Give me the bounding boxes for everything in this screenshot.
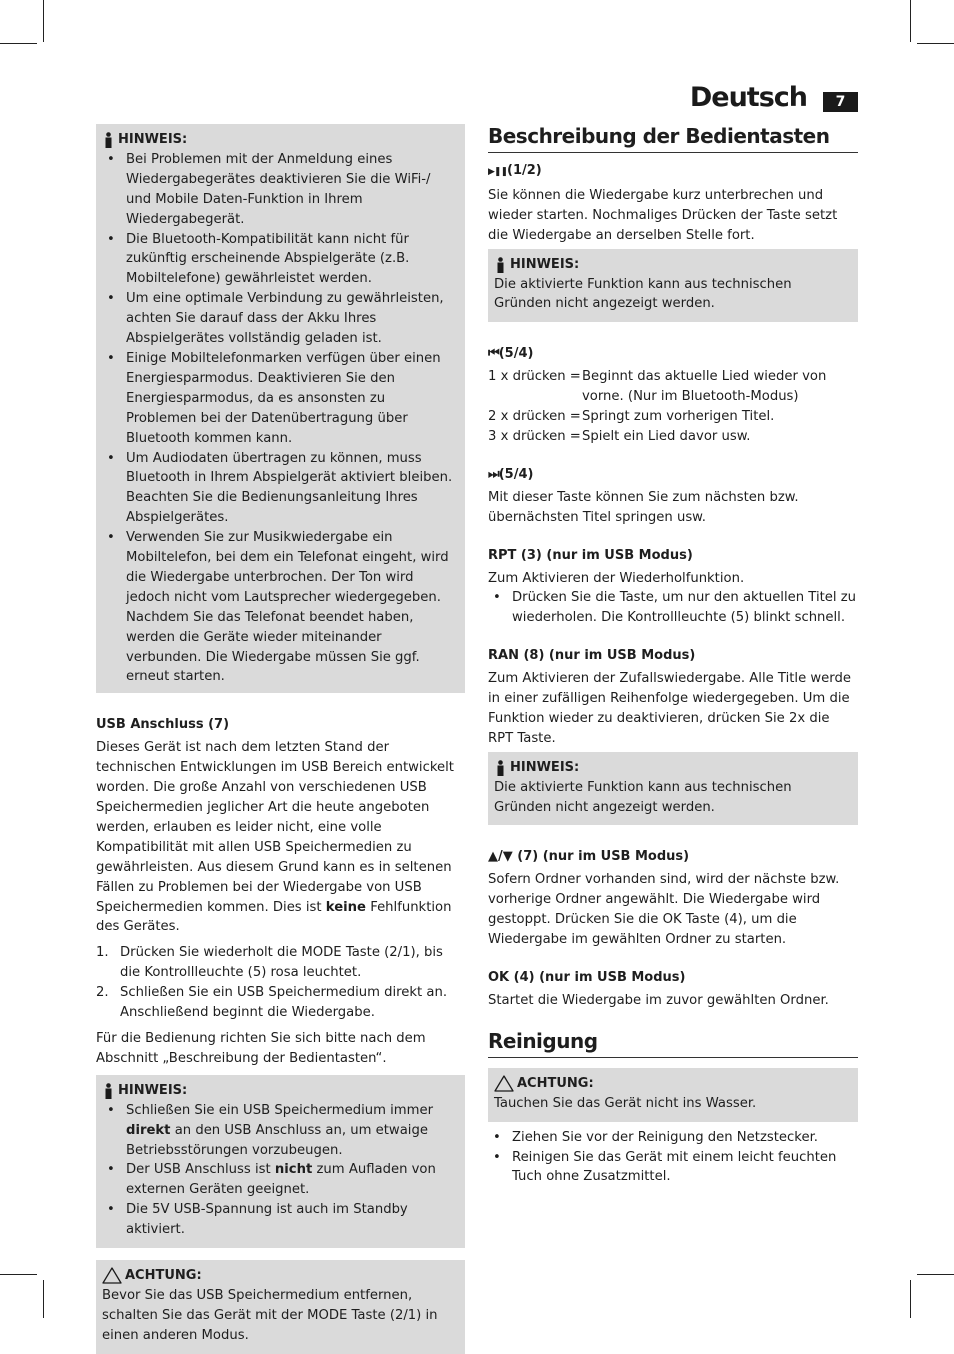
list-item <box>96 943 465 983</box>
previous-heading <box>488 344 858 364</box>
list-item <box>102 1101 459 1161</box>
list-item: • Bei Problemen mit der Anmeldung eines Wiedergabegerätes deaktivieren Sie die WiFi-/ und Mobile Daten-Funktion in Ihrem Wiedergabegerät. <box>102 150 459 230</box>
usb-text-bold: keine <box>325 899 366 915</box>
hinweis-header <box>494 255 852 275</box>
achtung-box <box>488 1068 858 1122</box>
achtung-title: ACHTUNG: <box>517 1075 594 1091</box>
hinweis-title: HINWEIS: <box>510 256 580 272</box>
hinweis-text: Die aktivierte Funktion kann aus technischen Gründen nicht angezeigt werden. <box>494 276 792 312</box>
press-value: Spielt ein Lied davor usw. <box>582 428 751 444</box>
rpt-list <box>488 588 858 628</box>
usb-text: Dieses Gerät ist nach dem letzten Stand der technischen Entwicklungen im USB Bereich entwickelt worden. Die große Anzahl von verschiedenen USB Speichermedien jeglicher Art die heute angeboten werden, erlauben es leider nicht, eine volle Kompatibilität mit allen USB Speichermedien zu gewährleisten. Aus diesem Grund kann es in seltenen Fällen zu Problemen bei der Wiedergabe von USB Speichermedien kommen. Dies ist <box>96 740 454 915</box>
ok-text: Startet die Wiedergabe im zuvor gewählten Ordner. <box>488 992 829 1008</box>
hinweis-box <box>488 249 858 323</box>
hinweis-box <box>96 124 465 693</box>
press-key: 3 x drücken = <box>488 428 581 444</box>
skip-back-icon: ⏮ <box>488 346 499 362</box>
ran-heading: RAN (8) (nur im USB Modus) <box>488 648 696 664</box>
crop-mark <box>910 1280 911 1318</box>
ok-heading: OK (4) (nur im USB Modus) <box>488 970 686 985</box>
info-icon <box>494 760 507 776</box>
page-number: 7 <box>823 92 858 112</box>
table-row <box>488 427 858 447</box>
list-item: • Um Audiodaten übertragen zu können, muss Bluetooth in Ihrem Abspielgerät aktiviert bleiben. Beachten Sie die Bedienungsanleitung Ihres Abspielgerätes. <box>102 449 459 529</box>
crop-mark <box>0 43 37 44</box>
achtung-header <box>102 1266 459 1286</box>
hinweis-box <box>96 1075 465 1248</box>
next-heading <box>488 465 858 485</box>
page-language-title: Deutsch <box>689 82 807 113</box>
press-key: 2 x drücken = <box>488 409 581 425</box>
list-item: • Die Bluetooth-Kompatibilität kann nicht für zukünftig erscheinende Abspielgeräte (z.B. Mobiltelefone) gewährleistet werden. <box>102 230 459 290</box>
list-item: • Ziehen Sie vor der Reinigung den Netzstecker. <box>488 1128 858 1148</box>
warning-icon <box>494 1075 514 1092</box>
crop-mark <box>43 1280 44 1318</box>
hinweis-title: HINWEIS: <box>118 132 188 147</box>
hinweis-list <box>102 150 459 687</box>
skip-forward-icon: ⏭ <box>488 466 499 482</box>
item-text-bold: direkt <box>126 1122 171 1138</box>
next-label: (5/4) <box>498 466 534 482</box>
step-text: Schließen Sie ein USB Speichermedium direkt an. Anschließend beginnt die Wiedergabe. <box>120 985 448 1021</box>
hinweis-title: HINWEIS: <box>118 1082 188 1098</box>
item-text-end: zum Aufladen von externen Geräten geeignet. <box>126 1162 436 1198</box>
info-icon <box>102 132 115 148</box>
item-text-bold: nicht <box>274 1162 313 1178</box>
achtung-text: Tauchen Sie das Gerät nicht ins Wasser. <box>494 1095 757 1111</box>
press-value: Springt zum vorherigen Titel. <box>582 409 775 425</box>
hinweis-text: Die aktivierte Funktion kann aus technischen Gründen nicht angezeigt werden. <box>494 779 792 815</box>
achtung-header <box>494 1074 852 1094</box>
step-text: Drücken Sie wiederholt die MODE Taste (2/1), bis die Kontrollleuchte (5) rosa leuchtet. <box>120 945 443 981</box>
info-icon <box>494 257 507 273</box>
left-column <box>96 124 465 1354</box>
ran-text: Zum Aktivieren der Zufallswiedergabe. Alle Title werde in einer zufälligen Reihenfolge wiedergegeben. Um die Funktion wieder zu deaktivieren, drücken Sie 2x die RPT Taste. <box>488 671 851 746</box>
warning-icon <box>102 1267 122 1284</box>
list-item: • Drücken Sie die Taste, um nur den aktuellen Titel zu wiederholen. Die Kontrollleuchte (5) blinkt schnell. <box>488 588 858 628</box>
right-column <box>488 124 858 1187</box>
reinigung-list <box>488 1128 858 1188</box>
hinweis-header <box>102 1081 459 1101</box>
next-text: Mit dieser Taste können Sie zum nächsten bzw. übernächsten Titel springen usw. <box>488 489 799 525</box>
play-pause-text: Sie können die Wiedergabe kurz unterbrechen und wieder starten. Nochmaliges Drücken der Taste setzt die Wiedergabe an derselben Stelle fort. <box>488 187 838 243</box>
up-down-text: Sofern Ordner vorhanden sind, wird der nächste bzw. vorherige Ordner angewählt. Die Wiedergabe wird gestoppt. Drücken Sie die OK Taste (4), um die Wiedergabe im gewählten Ordner zu starten. <box>488 872 840 948</box>
usb-paragraph <box>96 738 465 937</box>
item-text: Schließen Sie ein USB Speichermedium immer <box>126 1102 434 1118</box>
usb-heading: USB Anschluss (7) <box>96 717 230 733</box>
play-pause-icon: ▶❚❚ <box>488 167 508 177</box>
hinweis-title: HINWEIS: <box>510 759 580 775</box>
previous-press-table <box>488 367 858 447</box>
step-number: 1. <box>96 945 109 961</box>
usb-steps <box>96 943 465 1023</box>
hinweis-box <box>488 752 858 826</box>
achtung-box <box>96 1260 465 1354</box>
list-item: • Reinigen Sie das Gerät mit einem leicht feuchten Tuch ohne Zusatzmittel. <box>488 1148 858 1188</box>
list-item <box>96 983 465 1023</box>
press-key: 1 x drücken = <box>488 369 581 385</box>
table-row <box>488 367 858 407</box>
list-item: • Einige Mobiltelefonmarken verfügen über einen Energiesparmodus. Deaktivieren Sie den Energiesparmodus, da es ansonsten zu Problemen bei der Datenübertragung über Bluetooth kommen kann. <box>102 349 459 449</box>
list-item: • Die 5V USB-Spannung ist auch im Standby aktiviert. <box>102 1200 459 1240</box>
table-row <box>488 407 858 427</box>
crop-mark <box>917 1274 954 1275</box>
hinweis-list <box>102 1101 459 1240</box>
list-item: • Um eine optimale Verbindung zu gewährleisten, achten Sie darauf dass der Akku Ihres Abspielgerätes vollständig geladen ist. <box>102 289 459 349</box>
hinweis-header <box>494 758 852 778</box>
rpt-text: Zum Aktivieren der Wiederholfunktion. <box>488 570 745 586</box>
section-heading: Reinigung <box>488 1029 858 1058</box>
rpt-heading: RPT (3) (nur im USB Modus) <box>488 547 693 563</box>
section-heading: Beschreibung der Bedientasten <box>488 124 858 153</box>
crop-mark <box>43 0 44 42</box>
crop-mark <box>917 43 954 44</box>
step-number: 2. <box>96 985 109 1001</box>
list-item: • Verwenden Sie zur Musikwiedergabe ein Mobiltelefon, bei dem ein Telefonat eingeht, wird die Wiedergabe unterbrochen. Der Ton wird jedoch nicht vom Lautsprecher wiedergegeben. Nachdem Sie das Telefonat beendet haben, werden die Geräte wieder miteinander verbunden. Die Wiedergabe müssen Sie ggf. erneut starten. <box>102 528 459 687</box>
up-down-heading: ▲/▼ (7) (nur im USB Modus) <box>488 849 690 865</box>
usb-text-end: Fehlfunktion des Gerätes. <box>96 899 452 935</box>
list-item <box>102 1160 459 1200</box>
achtung-title: ACHTUNG: <box>125 1268 202 1284</box>
play-pause-label: (1/2) <box>507 163 542 178</box>
item-text-end: an den USB Anschluss an, um etwaige Betriebsstörungen vorzubeugen. <box>126 1122 428 1158</box>
play-pause-heading <box>488 161 858 183</box>
hinweis-header <box>102 130 459 150</box>
press-value: Beginnt das aktuelle Lied wieder von vorne. (Nur im Bluetooth-Modus) <box>582 369 827 405</box>
crop-mark <box>0 1274 37 1275</box>
usb-note: Für die Bedienung richten Sie sich bitte nach dem Abschnitt „Beschreibung der Bedientasten“. <box>96 1030 426 1066</box>
crop-mark <box>910 0 911 42</box>
item-text: Der USB Anschluss ist <box>126 1162 271 1178</box>
previous-label: (5/4) <box>498 346 534 362</box>
info-icon <box>102 1083 115 1099</box>
achtung-text: Bevor Sie das USB Speichermedium entfernen, schalten Sie das Gerät mit der MODE Taste (2/1) in einen anderen Modus. <box>102 1287 438 1343</box>
